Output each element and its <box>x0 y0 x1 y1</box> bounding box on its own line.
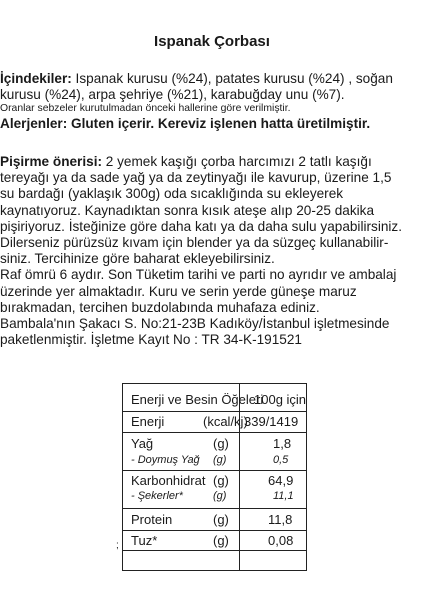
row-carbohydrate-value: 64,9 <box>268 473 294 488</box>
row-fat-value: 1,8 <box>273 436 292 451</box>
product-title: Ispanak Çorbası <box>154 33 270 50</box>
row-saturated-fat-value: 0,5 <box>273 454 289 466</box>
nutrition-header: Enerji ve Besin Öğeleri <box>131 392 264 407</box>
row-salt-unit: (g) <box>213 533 229 548</box>
cooking-paragraph <box>0 154 418 348</box>
row-sugars-name: - Şekerler* <box>131 490 183 502</box>
storage-line-4: paketlenmiştir. İşletme Kayıt No : TR 34-K-191521 <box>0 332 302 348</box>
row-energy-unit: (kcal/kj) <box>203 414 248 429</box>
row-sugars-unit: (g) <box>213 490 227 502</box>
row-salt-value: 0,08 <box>268 533 294 548</box>
row-protein-name: Protein <box>131 512 173 527</box>
row-protein-value: 11,8 <box>268 512 293 527</box>
nutrition-per-100g: 100g için <box>254 392 307 407</box>
row-salt-name: Tuz* <box>131 533 158 548</box>
row-energy-name: Enerji <box>131 414 165 429</box>
stray-mark: ; <box>116 540 119 551</box>
ratio-note: Oranlar sebzeler kurutulmadan önceki hallerine göre verilmiştir. <box>0 103 291 115</box>
ingredients-paragraph <box>0 71 418 133</box>
row-protein-unit: (g) <box>213 512 229 527</box>
cooking-line-2: su bardağı (yaklaşık 300g) oda sıcaklığında su ekleyerek <box>0 186 344 202</box>
row-divider <box>123 550 306 551</box>
row-fat-unit: (g) <box>213 436 229 451</box>
ingredients-line-2: kurusu (%24), arpa şehriye (%21), karabuğday unu (%7). <box>0 87 345 103</box>
row-saturated-fat-unit: (g) <box>213 454 227 466</box>
allergen-statement: Alerjenler: Gluten içerir. Kereviz işlenen hatta üretilmiştir. <box>0 116 371 132</box>
cooking-line-0: 2 yemek kaşığı çorba harcımızı 2 tatlı kaşığı <box>102 154 372 169</box>
row-carbohydrate-unit: (g) <box>213 473 229 488</box>
row-fat-name: Yağ <box>131 436 154 451</box>
row-divider <box>123 411 306 412</box>
storage-line-3: Bambala'nın Şakacı S. No:21-23B Kadıköy/İstanbul işletmesinde <box>0 316 390 332</box>
row-saturated-fat-name: - Doymuş Yağ <box>131 454 200 466</box>
row-divider <box>123 508 306 509</box>
nutrition-table <box>122 383 307 571</box>
ingredients-label: İçindekiler: <box>0 71 72 86</box>
cooking-line-4: pişiriyoruz. İsteğinize göre daha katı ya da daha sulu yapabilirsiniz. <box>0 218 402 234</box>
storage-line-2: bırakmadan, tercihen buzdolabında muhafaza ediniz. <box>0 299 320 315</box>
storage-line-0: Raf ömrü 6 aydır. Son Tüketim tarihi ve parti no ayrıdır ve ambalaj <box>0 267 397 283</box>
cooking-line-1: tereyağı ya da sade yağ ya da zeytinyağı ile kavurup, üzerine 1,5 <box>0 170 392 186</box>
row-carbohydrate-name: Karbonhidrat <box>131 473 206 488</box>
cooking-line-3: kaynatıyoruz. Kaynadıktan sonra kısık ateşe alıp 20-25 dakika <box>0 202 375 218</box>
row-divider <box>123 470 306 471</box>
cooking-label: Pişirme önerisi: <box>0 154 102 169</box>
storage-line-1: üzerinde yer almaktadır. Kuru ve serin yerde güneşe maruz <box>0 283 357 299</box>
cooking-line-6: siniz. Tercihinize göre baharat ekleyebilirsiniz. <box>0 251 275 267</box>
cooking-line-5: Dilerseniz pürüzsüz kıvam için blender ya da süzgeç kullanabilir- <box>0 235 389 251</box>
row-sugars-value: 11,1 <box>273 490 294 502</box>
row-divider <box>123 432 306 433</box>
row-energy-value: 339/1419 <box>244 414 299 429</box>
row-divider <box>123 530 306 531</box>
ingredients-line-1: Ispanak kurusu (%24), patates kurusu (%24) , soğan <box>71 71 393 86</box>
